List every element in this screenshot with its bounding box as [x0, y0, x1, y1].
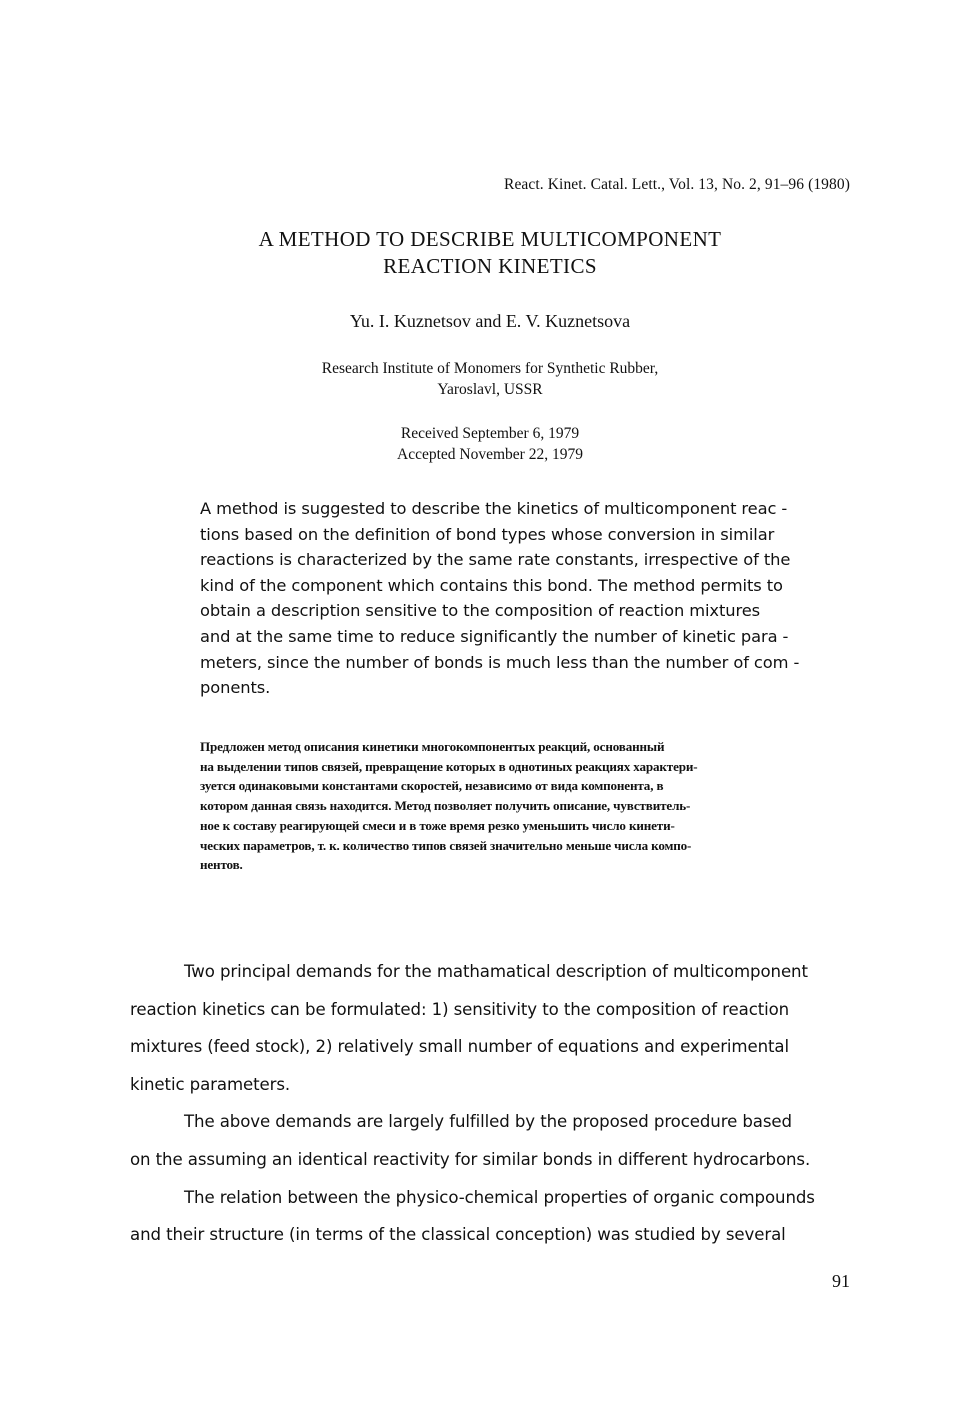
abstract-line: meters, since the number of bonds is much less than the number of com - [200, 652, 800, 672]
page-number: 91 [832, 1271, 850, 1291]
abstract-ru-line: на выделении типов связей, превращение которых в однотиных реакциях характери- [200, 758, 698, 774]
abstract-russian [200, 737, 870, 875]
submission-dates [130, 423, 850, 465]
body-line: kinetic parameters. [130, 1074, 291, 1094]
body-line: The relation between the physico-chemical properties of organic compounds [184, 1187, 815, 1207]
title-line: REACTION KINETICS [383, 254, 597, 278]
abstract-line: and at the same time to reduce significantly the number of kinetic para - [200, 626, 789, 646]
abstract-ru-line: ческих параметров, т. к. количество типов связей значительно меньше числа компо- [200, 837, 692, 853]
paper-title [130, 226, 850, 280]
affiliation-line: Research Institute of Monomers for Synthetic Rubber, [321, 360, 659, 377]
abstract-english [200, 496, 840, 701]
title-line: A METHOD TO DESCRIBE MULTICOMPONENT [258, 227, 722, 251]
abstract-ru-line: котором данная связь находится. Метод позволяет получить описание, чувствитель- [200, 798, 691, 814]
journal-citation: React. Kinet. Catal. Lett., Vol. 13, No. 2, 91–96 (1980) [504, 176, 850, 193]
abstract-line: A method is suggested to describe the kinetics of multicomponent reac - [200, 499, 788, 518]
abstract-line: obtain a description sensitive to the composition of reaction mixtures [200, 601, 761, 621]
body-line: and their structure (in terms of the classical conception) was studied by several [130, 1225, 786, 1245]
abstract-ru-line: зуется одинаковыми константами скоростей, независимо от вида компонента, в [200, 778, 664, 794]
authors: Yu. I. Kuznetsov and E. V. Kuznetsova [349, 311, 631, 331]
body-text [130, 953, 850, 1254]
body-line: reaction kinetics can be formulated: 1) sensitivity to the composition of reaction [130, 999, 790, 1019]
body-line: The above demands are largely fulfilled by the proposed procedure based [184, 1112, 792, 1132]
abstract-line: reactions is characterized by the same rate constants, irrespective of the [200, 550, 791, 570]
body-line: Two principal demands for the mathamatical description of multicomponent [184, 962, 808, 981]
body-line: on the assuming an identical reactivity for similar bonds in different hydrocarbons. [130, 1149, 811, 1169]
abstract-line: tions based on the definition of bond types whose conversion in similar [200, 524, 775, 544]
abstract-ru-line: нентов. [200, 857, 243, 873]
abstract-line: ponents. [200, 678, 271, 698]
abstract-ru-line: Предложен метод описания кинетики многокомпонентых реакций, основанный [200, 739, 665, 754]
accepted-date: Accepted November 22, 1979 [397, 446, 583, 463]
abstract-line: kind of the component which contains this bond. The method permits to [200, 575, 783, 595]
body-line: mixtures (feed stock), 2) relatively small number of equations and experimental [130, 1037, 790, 1057]
received-date: Received September 6, 1979 [400, 425, 580, 442]
abstract-ru-line: ное к составу реагирующей смеси и в тоже время резко уменьшить число кинети- [200, 817, 675, 833]
affiliation-line: Yaroslavl, USSR [437, 381, 543, 398]
affiliation [130, 358, 850, 400]
